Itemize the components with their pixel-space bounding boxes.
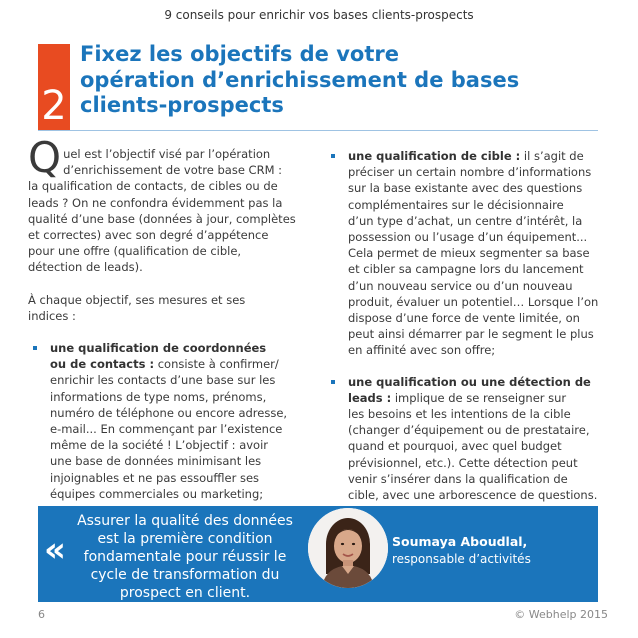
right-column xyxy=(326,148,616,518)
quote-line: est la première condition xyxy=(97,531,273,547)
bullet-line: numéro de téléphone ou encore adresse, xyxy=(50,405,288,420)
bullet-line: même de la société ! L’objectif : avoir xyxy=(50,438,269,453)
bullet-square-icon xyxy=(33,346,37,350)
bullet-square-icon xyxy=(331,154,335,158)
bullet-line: injoignables et ne pas essouffler ses xyxy=(50,470,260,485)
bullet-line: préciser un certain nombre d’informations xyxy=(348,165,592,180)
section-title-line: clients-prospects xyxy=(80,93,284,117)
intro-line: qualité d’une base (données à jour, complètes xyxy=(28,211,296,226)
bullet-line: cible, avec une arborescence de questions. xyxy=(348,488,598,503)
bullet-line: prévisionnel, etc.). Cette détection peut xyxy=(348,455,578,470)
page-number: 6 xyxy=(38,608,45,621)
intro-line: détection de leads). xyxy=(28,260,143,275)
bullet-line: sur la base existante avec des questions xyxy=(348,181,583,196)
bullet-line: d’un nouveau service ou d’un nouveau xyxy=(348,278,573,293)
intro-line: d’enrichissement de votre base CRM : xyxy=(63,163,283,178)
intro-line: et correctes) avec son degré d’appétence xyxy=(28,228,269,243)
measures-line: indices : xyxy=(28,308,76,323)
section-title xyxy=(80,42,620,119)
bullet-line: e-mail... En commençant par l’existence xyxy=(50,422,283,437)
intro-line: la qualification de contacts, de cibles ou de xyxy=(28,179,278,194)
bullet-line: en affinité avec son offre; xyxy=(348,343,496,358)
quote-author-name: Soumaya Aboudlal, xyxy=(392,534,528,549)
list-item xyxy=(28,340,300,502)
drop-cap: Q xyxy=(28,133,62,182)
bullet-line: une base de données minimisant les xyxy=(50,454,262,469)
intro-line: pour une offre (qualification de cible, xyxy=(28,244,242,259)
bullet-line: enrichir les contacts d’une base sur les xyxy=(50,373,276,388)
quote-line: fondamentale pour réussir le xyxy=(83,549,287,565)
intro-line: uel est l’objectif visé par l’opération xyxy=(63,147,271,161)
pull-quote xyxy=(60,512,310,602)
quote-author-role: responsable d’activités xyxy=(392,552,531,566)
title-divider xyxy=(38,130,598,131)
list-item xyxy=(326,374,616,504)
bullet-heading: une qualification ou une détection de xyxy=(348,374,591,389)
avatar xyxy=(308,508,388,588)
bullet-heading: une qualification de cible : xyxy=(348,149,521,163)
bullet-line: peut ainsi démarrer par le segment le plus xyxy=(348,327,594,342)
bullet-line: équipes commerciales ou marketing; xyxy=(50,486,264,501)
copyright-notice: © Webhelp 2015 xyxy=(514,608,608,621)
bullet-line: complémentaires sur le décisionnaire xyxy=(348,197,564,212)
person-photo-icon xyxy=(308,508,388,588)
quote-mark-icon: « xyxy=(44,530,66,570)
section-title-line: Fixez les objectifs de votre xyxy=(80,42,399,66)
bullet-line: produit, évaluer un potentiel… Lorsque l’on xyxy=(348,294,599,309)
bullet-line: venir s’insérer dans la qualification de xyxy=(348,471,568,486)
bullet-heading: ou de contacts : xyxy=(50,357,155,372)
bullet-heading: leads : xyxy=(348,390,392,405)
intro-paragraph xyxy=(28,133,300,276)
quote-line: cycle de transformation du xyxy=(90,567,280,583)
bullet-line: les besoins et les intentions de la cible xyxy=(348,407,571,422)
bullet-line: et cibler sa campagne lors du lancement xyxy=(348,262,584,277)
bullet-text: consiste à confirmer/ xyxy=(157,357,279,372)
quote-line: prospect en client. xyxy=(119,585,251,601)
bullet-line: (changer d’équipement ou de prestataire, xyxy=(348,423,590,438)
bullet-line: dispose d’une force de vente limitée, on xyxy=(348,311,580,326)
intro-line: leads ? On ne confondra évidemment pas la xyxy=(28,195,283,210)
list-item xyxy=(326,148,616,359)
bullet-square-icon xyxy=(331,380,335,384)
bullet-text: il s’agit de xyxy=(523,149,584,163)
running-header: 9 conseils pour enrichir vos bases clients-prospects xyxy=(164,8,474,22)
bullet-text: implique de se renseigner sur xyxy=(394,390,567,405)
section-number-badge: 2 xyxy=(38,44,70,130)
section-title-line: opération d’enrichissement de bases xyxy=(80,67,520,92)
bullet-heading: une qualification de coordonnées xyxy=(50,341,267,356)
quote-line: Assurer la qualité des données xyxy=(77,513,293,529)
measures-paragraph xyxy=(28,292,300,324)
bullet-line: informations de type noms, prénoms, xyxy=(50,389,267,404)
left-column xyxy=(28,133,300,517)
bullet-line: Cela permet de mieux segmenter sa base xyxy=(348,246,590,261)
measures-line: À chaque objectif, ses mesures et ses xyxy=(28,292,246,307)
bullet-line: possession ou l’usage d’un équipement... xyxy=(348,230,588,245)
bullet-line: d’un type d’achat, un centre d’intérêt, la xyxy=(348,213,583,228)
bullet-line: quand et pourquoi, avec quel budget xyxy=(348,439,562,454)
